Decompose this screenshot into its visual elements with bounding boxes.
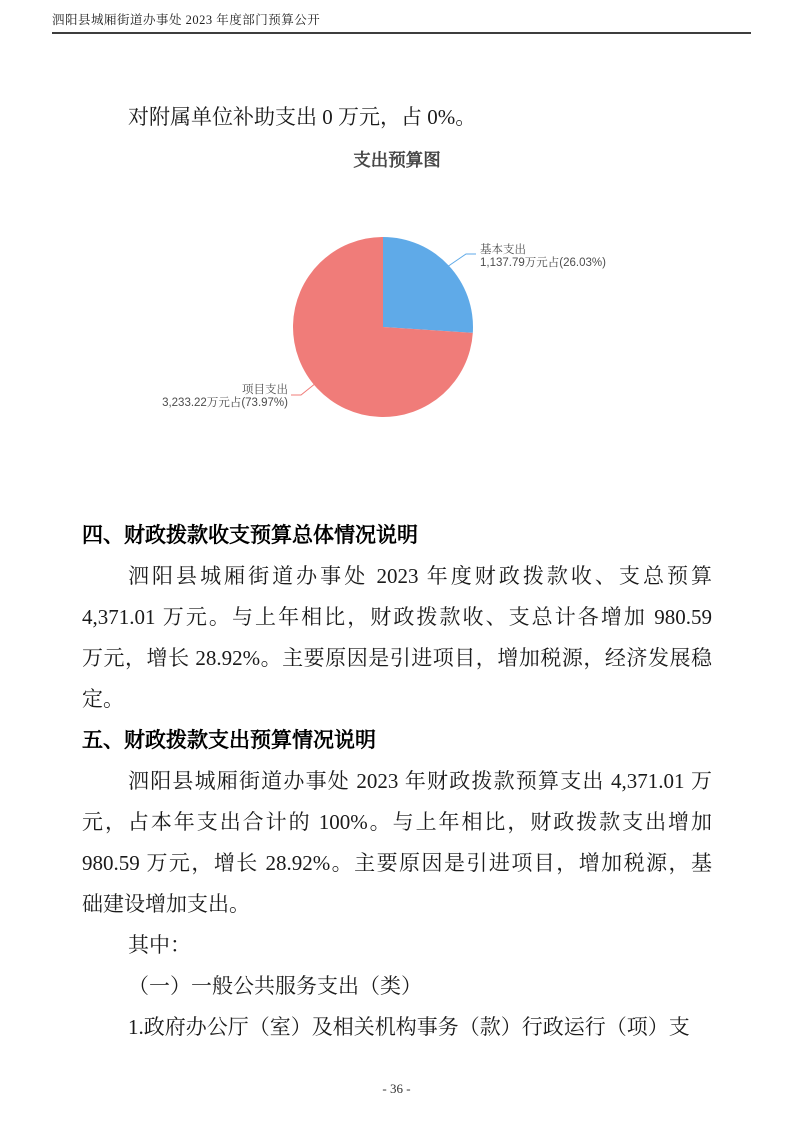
header-title: 泗阳县城厢街道办事处 2023 年度部门预算公开 <box>52 13 321 27</box>
section-4-heading: 四、财政拨款收支预算总体情况说明 <box>82 524 418 547</box>
section-4-line-4: 定。 <box>82 687 124 711</box>
page-header <box>52 10 751 34</box>
section-4-line-1: 泗阳县城厢街道办事处 2023 年度财政拨款收、支总预算 <box>128 564 712 588</box>
pie-label-basic-name: 基本支出 <box>480 244 526 256</box>
chart-title: 支出预算图 <box>353 150 441 170</box>
pie-label-basic-value: 1,137.79万元占(26.03%) <box>480 257 606 269</box>
section-5-heading: 五、财政拨款支出预算情况说明 <box>82 729 376 752</box>
section-5-line-3: 980.59 万元，增长 28.92%。主要原因是引进项目，增加税源，基 <box>82 851 712 875</box>
pie-label-project-name: 项目支出 <box>242 384 288 396</box>
intro-line: 对附属单位补助支出 0 万元，占 0%。 <box>128 105 477 129</box>
page-footer <box>0 1081 793 1097</box>
general-public-service-line: （一）一般公共服务支出（类） <box>128 974 422 998</box>
chart-area-spacer <box>82 138 712 515</box>
section-5-line-4: 础建设增加支出。 <box>82 892 250 916</box>
pie-label-project-value: 3,233.22万元占(73.97%) <box>162 397 288 409</box>
page-number: - 36 - <box>382 1081 411 1096</box>
section-5-line-2: 元，占本年支出合计的 100%。与上年相比，财政拨款支出增加 <box>82 810 712 834</box>
section-4-line-2: 4,371.01 万元。与上年相比，财政拨款收、支总计各增加 980.59 <box>82 605 712 629</box>
gov-office-line: 1.政府办公厅（室）及相关机构事务（款）行政运行（项）支 <box>128 1015 690 1039</box>
section-5-line-1: 泗阳县城厢街道办事处 2023 年财政拨款预算支出 4,371.01 万 <box>128 769 712 793</box>
section-4-line-3: 万元，增长 28.92%。主要原因是引进项目，增加税源，经济发展稳 <box>82 646 712 670</box>
document-body <box>82 97 712 1048</box>
among-which-line: 其中： <box>128 933 191 957</box>
